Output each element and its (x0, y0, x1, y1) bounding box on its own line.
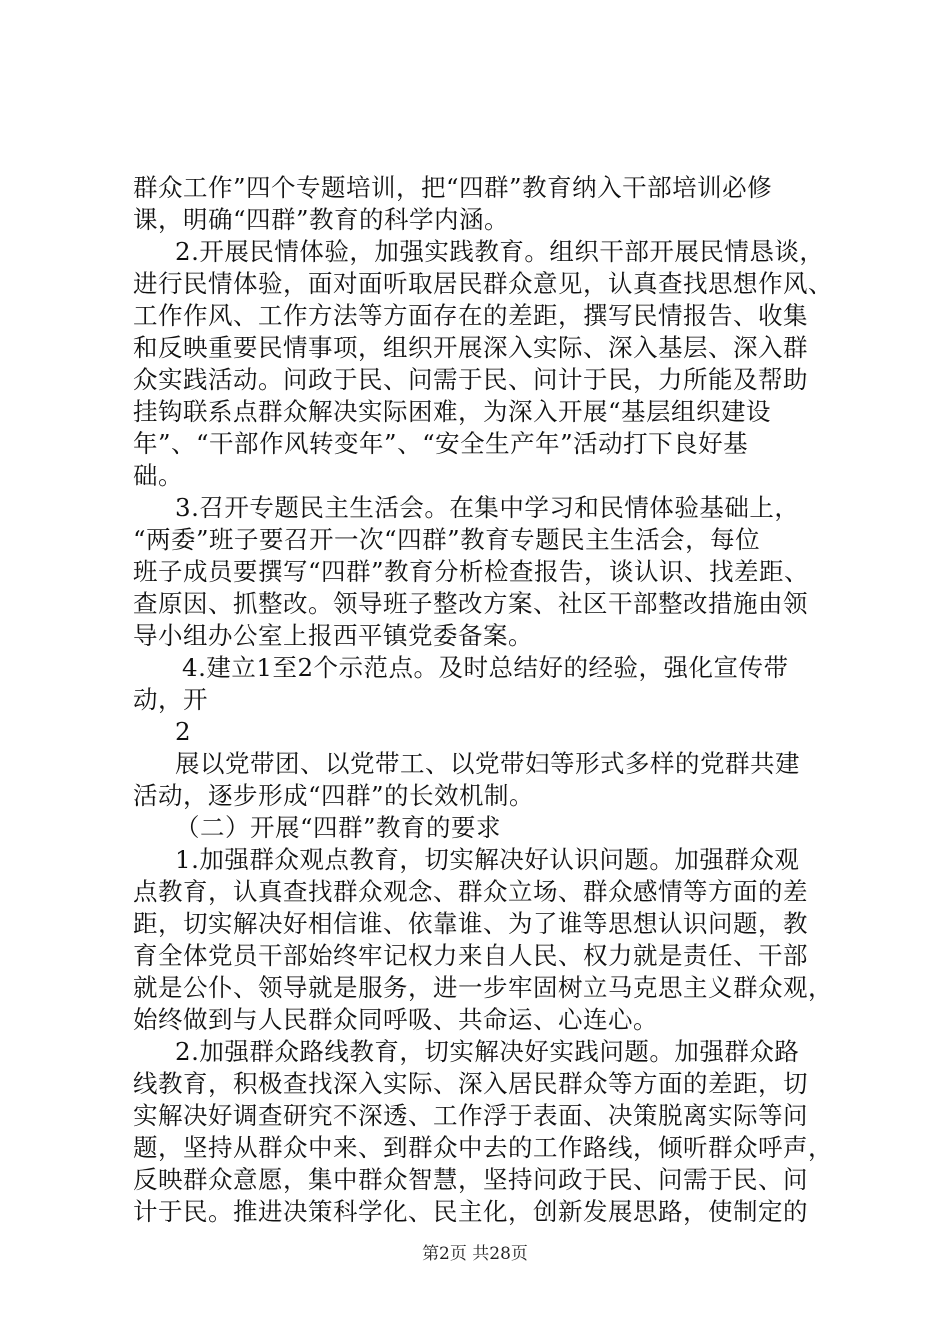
text-line: 群众工作”四个专题培训，把“四群”教育纳入干部培训必修 (133, 173, 773, 202)
text-line: 距，切实解决好相信谁、依靠谁、为了谁等思想认识问题，教 (133, 909, 808, 938)
text-line: 3.召开专题民主生活会。在集中学习和民情体验基础上， (175, 493, 800, 522)
text-line: 题，坚持从群众中来、到群众中去的工作路线，倾听群众呼声， (133, 1133, 833, 1162)
text-line: 进行民情体验，面对面听取居民群众意见，认真查找思想作风、 (133, 269, 833, 298)
text-line: 展以党带团、以党带工、以党带妇等形式多样的党群共建 (175, 749, 800, 778)
section-heading: （二）开展“四群”教育的要求 (175, 813, 502, 842)
text-line: 和反映重要民情事项，组织开展深入实际、深入基层、深入群 (133, 333, 808, 362)
text-line: 查原因、抓整改。领导班子整改方案、社区干部整改措施由领 (133, 589, 808, 618)
text-line: 动，开 (133, 685, 208, 714)
text-line: 活动，逐步形成“四群”的长效机制。 (133, 781, 535, 810)
text-line: 就是公仆、领导就是服务，进一步牢固树立马克思主义群众观， (133, 973, 833, 1002)
text-line: 育全体党员干部始终牢记权力来自人民、权力就是责任、干部 (133, 941, 808, 970)
text-line: 1.加强群众观点教育，切实解决好认识问题。加强群众观 (175, 845, 800, 874)
text-line: 4.建立1至2个示范点。及时总结好的经验，强化宣传带 (182, 653, 789, 682)
text-line: 工作作风、工作方法等方面存在的差距，撰写民情报告、收集 (133, 301, 808, 330)
text-line: 挂钩联系点群众解决实际困难，为深入开展“基层组织建设 (133, 397, 772, 426)
text-line: 班子成员要撰写“四群”教育分析检查报告，谈认识、找差距、 (133, 557, 810, 586)
text-line: 众实践活动。问政于民、问需于民、问计于民，力所能及帮助 (133, 365, 808, 394)
text-line: 点教育，认真查找群众观念、群众立场、群众感情等方面的差 (133, 877, 808, 906)
text-line: 课，明确“四群”教育的科学内涵。 (133, 205, 510, 234)
text-line: 2.开展民情体验，加强实践教育。组织干部开展民情恳谈， (175, 237, 825, 266)
text-line: 线教育，积极查找深入实际、深入居民群众等方面的差距，切 (133, 1069, 808, 1098)
text-line: 计于民。推进决策科学化、民主化，创新发展思路，使制定的 (133, 1197, 808, 1226)
text-line: 始终做到与人民群众同呼吸、共命运、心连心。 (133, 1005, 658, 1034)
text-line: 实解决好调查研究不深透、工作浮于表面、决策脱离实际等问 (133, 1101, 808, 1130)
page-number-inline: 2 (175, 717, 192, 746)
text-line: 反映群众意愿，集中群众智慧，坚持问政于民、问需于民、问 (133, 1165, 808, 1194)
text-line: 础。 (133, 461, 183, 490)
text-line: 年”、“干部作风转变年”、“安全生产年”活动打下良好基 (133, 429, 749, 458)
text-line: “两委”班子要召开一次“四群”教育专题民主生活会，每位 (133, 525, 761, 554)
text-line: 导小组办公室上报西平镇党委备案。 (133, 621, 533, 650)
text-line: 2.加强群众路线教育，切实解决好实践问题。加强群众路 (175, 1037, 800, 1066)
page-footer: 第2页 共28页 (422, 1244, 528, 1264)
